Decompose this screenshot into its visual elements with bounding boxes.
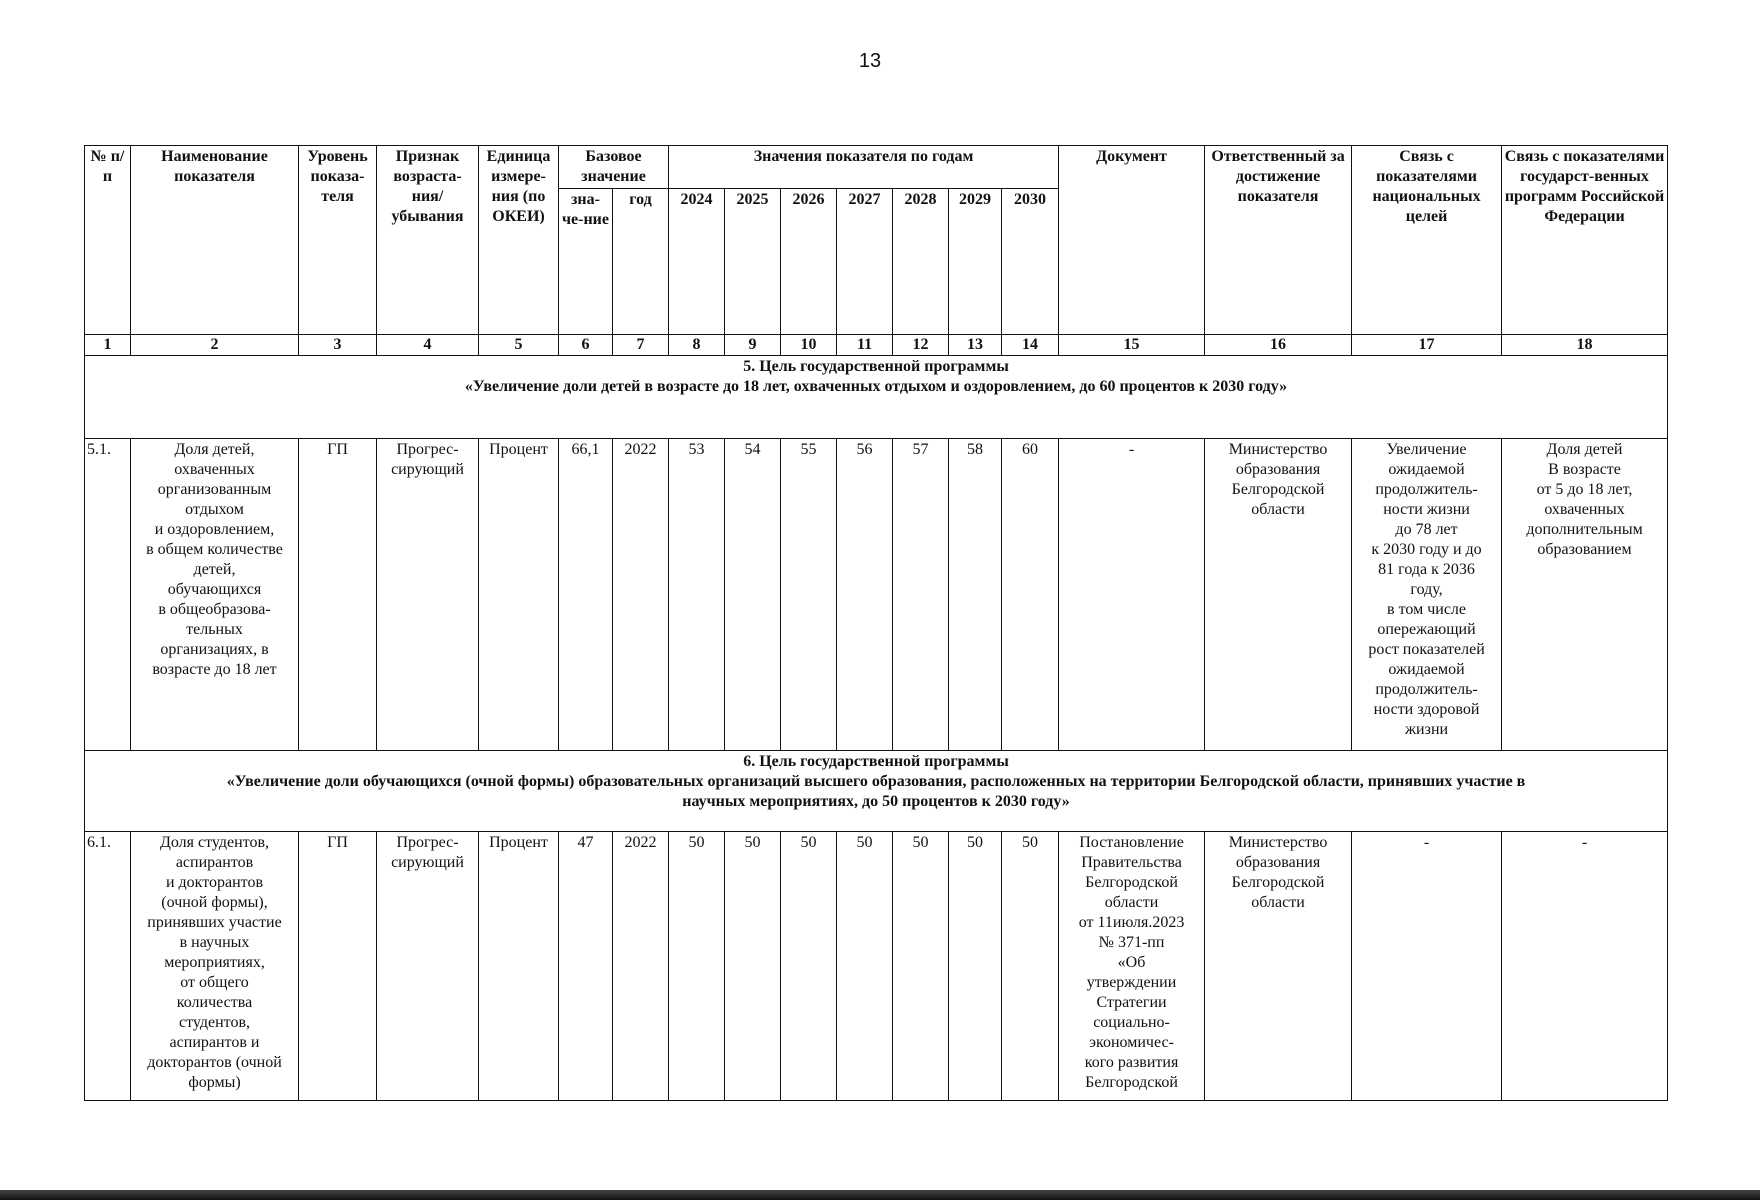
indicator-name-line: аспирантов — [175, 854, 254, 871]
header-year: 2028 — [893, 189, 949, 335]
column-number: 17 — [1352, 335, 1502, 356]
national-goal-link-line: продолжитель- — [1375, 481, 1478, 498]
year-value: 50 — [669, 832, 725, 1101]
indicator-document — [1059, 439, 1205, 751]
indicator-name-line: Доля детей, — [174, 441, 255, 458]
goal-text: «Увеличение доли детей в возрасте до 18 лет, охваченных отдыхом и оздоровлением, до 60 процентов к 2030 году» — [464, 378, 1288, 395]
indicators-table — [84, 145, 1668, 1101]
national-goal-link-line: продолжитель- — [1375, 681, 1478, 698]
year-value: 56 — [837, 439, 893, 751]
indicator-document-line: Постановление — [1079, 834, 1184, 851]
indicator-name-line: детей, — [193, 561, 236, 578]
national-goal-link-line: году, — [1410, 581, 1443, 598]
indicator-name-line: обучающихся — [167, 581, 262, 598]
header-year: 2024 — [669, 189, 725, 335]
indicator-name-line: возрасте до 18 лет — [152, 661, 277, 678]
indicator-unit: Процент — [479, 832, 559, 1101]
indicator-name-line: организациях, в — [160, 641, 269, 658]
year-value: 57 — [893, 439, 949, 751]
indicator-responsible-line: области — [1251, 501, 1305, 518]
row-id: 5.1. — [85, 439, 131, 751]
column-number: 13 — [949, 335, 1002, 356]
indicator-row — [85, 439, 1668, 751]
base-year: 2022 — [613, 439, 669, 751]
state-program-link-line: - — [1581, 834, 1588, 851]
goal-title: 5. Цель государственной программы — [743, 358, 1009, 375]
indicator-document-line: Правительства — [1081, 854, 1182, 871]
year-value: 58 — [949, 439, 1002, 751]
goal-row — [85, 751, 1668, 832]
header-year: 2029 — [949, 189, 1002, 335]
column-number: 15 — [1059, 335, 1205, 356]
header-year: 2026 — [781, 189, 837, 335]
header-num: № п/п — [85, 146, 131, 335]
goal-title: 6. Цель государственной программы — [743, 753, 1009, 770]
indicator-document-line: Стратегии — [1096, 994, 1167, 1011]
indicator-responsible-line: Министерство — [1228, 834, 1328, 851]
year-value: 54 — [725, 439, 781, 751]
indicator-name-line: количества — [176, 994, 253, 1011]
header-unit: Единица измере-ния (по ОКЕИ) — [479, 146, 559, 335]
indicator-name-line: в общеобразова- — [158, 601, 271, 618]
header-year: 2025 — [725, 189, 781, 335]
indicator-responsible-line: Белгородской — [1231, 874, 1325, 891]
national-goal-link-line: ожидаемой — [1388, 661, 1465, 678]
indicator-name-line: принявших участие — [147, 914, 282, 931]
indicator-name-line: и докторантов — [165, 874, 264, 891]
indicator-document-line: № 371-пп — [1098, 934, 1165, 951]
national-goal-link-line: до 78 лет — [1395, 521, 1458, 538]
indicator-sign — [377, 832, 479, 1101]
national-goal-link-line: ожидаемой — [1388, 461, 1465, 478]
indicator-document-line: утверждении — [1086, 974, 1177, 991]
column-number: 16 — [1205, 335, 1352, 356]
national-goal-link — [1352, 439, 1502, 751]
indicator-name-line: аспирантов и — [169, 1034, 260, 1051]
column-number: 3 — [299, 335, 377, 356]
page-number: 13 — [858, 50, 882, 72]
indicator-unit: Процент — [479, 439, 559, 751]
year-value: 50 — [725, 832, 781, 1101]
state-program-link-line: В возрасте — [1548, 461, 1621, 478]
base-value: 47 — [559, 832, 613, 1101]
state-program-link-line: от 5 до 18 лет, — [1536, 481, 1633, 498]
indicator-document-line: от 11июля.2023 — [1078, 914, 1185, 931]
state-program-link — [1502, 439, 1668, 751]
indicator-name-line: от общего — [180, 974, 249, 991]
indicator-document — [1059, 832, 1205, 1101]
header-responsible: Ответственный за достижение показателя — [1205, 146, 1352, 335]
national-goal-link-line: ности здоровой — [1373, 701, 1480, 718]
indicator-responsible — [1205, 439, 1352, 751]
header-national: Связь с показателями национальных целей — [1352, 146, 1502, 335]
row-id: 6.1. — [85, 832, 131, 1101]
indicator-responsible-line: образования — [1235, 854, 1321, 871]
indicator-name-line: и оздоровлением, — [154, 521, 275, 538]
indicator-name — [131, 832, 299, 1101]
header-sign: Признак возраста-ния/ убывания — [377, 146, 479, 335]
year-value: 50 — [1002, 832, 1059, 1101]
header-base: Базовое значение — [559, 146, 669, 189]
indicator-sign-line: Прогрес- — [396, 441, 459, 458]
indicator-name-line: отдыхом — [185, 501, 244, 518]
goal-cell — [85, 356, 1668, 439]
national-goal-link-line: в том числе — [1387, 601, 1466, 618]
indicator-document-line: Белгородской — [1085, 874, 1178, 891]
indicator-name-line: формы) — [188, 1074, 241, 1091]
national-goal-link-line: - — [1423, 834, 1430, 851]
year-value: 50 — [781, 832, 837, 1101]
base-value: 66,1 — [559, 439, 613, 751]
column-number: 1 — [85, 335, 131, 356]
indicator-name-line: мероприятиях, — [164, 954, 265, 971]
indicator-name-line: в общем количестве — [146, 541, 283, 558]
indicator-document-line: экономичес- — [1089, 1034, 1174, 1051]
year-value: 60 — [1002, 439, 1059, 751]
indicator-name-line: охваченных — [174, 461, 255, 478]
column-number: 5 — [479, 335, 559, 356]
indicator-level: ГП — [299, 832, 377, 1101]
header-years-group: Значения показателя по годам — [669, 146, 1059, 189]
national-goal-link-line: рост показателей — [1368, 641, 1485, 658]
goal-row — [85, 356, 1668, 439]
indicator-name-line: в научных — [179, 934, 250, 951]
base-year: 2022 — [613, 832, 669, 1101]
state-program-link-line: Доля детей — [1546, 441, 1623, 458]
column-number: 2 — [131, 335, 299, 356]
header-level: Уровень показа-теля — [299, 146, 377, 335]
indicator-name — [131, 439, 299, 751]
column-number: 8 — [669, 335, 725, 356]
indicator-document-line: области — [1104, 894, 1159, 911]
indicator-name-line: тельных — [186, 621, 243, 638]
year-value: 50 — [949, 832, 1002, 1101]
column-number: 7 — [613, 335, 669, 356]
indicator-responsible-line: образования — [1235, 461, 1321, 478]
goal-cell — [85, 751, 1668, 832]
column-number: 9 — [725, 335, 781, 356]
indicator-document-line: - — [1128, 441, 1135, 458]
column-number: 14 — [1002, 335, 1059, 356]
indicator-level: ГП — [299, 439, 377, 751]
header-document: Документ — [1059, 146, 1205, 335]
indicator-document-line: «Об — [1117, 954, 1146, 971]
indicator-document-line: кого развития — [1084, 1054, 1179, 1071]
state-program-link-line: дополнительным — [1526, 521, 1643, 538]
indicator-document-line: социально- — [1093, 1014, 1170, 1031]
national-goal-link — [1352, 832, 1502, 1101]
column-number: 12 — [893, 335, 949, 356]
state-program-link-line: охваченных — [1544, 501, 1625, 518]
indicator-responsible-line: Министерство — [1228, 441, 1328, 458]
header-base-value: зна-че-ние — [559, 189, 613, 335]
indicator-sign-line: Прогрес- — [396, 834, 459, 851]
indicator-sign-line: сирующий — [391, 461, 464, 478]
column-number: 6 — [559, 335, 613, 356]
indicator-name-line: организованным — [157, 481, 272, 498]
national-goal-link-line: ности жизни — [1383, 501, 1470, 518]
indicator-sign-line: сирующий — [391, 854, 464, 871]
indicator-responsible — [1205, 832, 1352, 1101]
indicator-name-line: Доля студентов, — [159, 834, 270, 851]
year-value: 55 — [781, 439, 837, 751]
national-goal-link-line: к 2030 году и до — [1371, 541, 1482, 558]
national-goal-link-line: жизни — [1405, 721, 1449, 738]
state-program-link-line: образованием — [1537, 541, 1632, 558]
national-goal-link-line: Увеличение — [1386, 441, 1467, 458]
column-number: 10 — [781, 335, 837, 356]
column-number: 18 — [1502, 335, 1668, 356]
indicator-responsible-line: Белгородской — [1231, 481, 1325, 498]
indicator-document-line: Белгородской — [1085, 1074, 1178, 1091]
header-year: 2030 — [1002, 189, 1059, 335]
goal-text: «Увеличение доли обучающихся (очной формы) образовательных организаций высшего образования, расположенных на территории Белгородской области, принявших участие в научных мероприятиях, до 50 процентов к 2030 году» — [226, 773, 1526, 810]
column-numbers-row — [85, 335, 1668, 356]
indicator-sign — [377, 439, 479, 751]
year-value: 53 — [669, 439, 725, 751]
year-value: 50 — [837, 832, 893, 1101]
scan-edge — [0, 1190, 1760, 1200]
header-state: Связь с показателями государст-венных программ Российской Федерации — [1502, 146, 1668, 335]
column-number: 4 — [377, 335, 479, 356]
indicator-row — [85, 832, 1668, 1101]
column-number: 11 — [837, 335, 893, 356]
state-program-link — [1502, 832, 1668, 1101]
year-value: 50 — [893, 832, 949, 1101]
header-name: Наименование показателя — [131, 146, 299, 335]
national-goal-link-line: опережающий — [1377, 621, 1476, 638]
indicator-name-line: студентов, — [178, 1014, 250, 1031]
indicator-name-line: (очной формы), — [161, 894, 268, 911]
header-base-year: год — [613, 189, 669, 335]
national-goal-link-line: 81 года к 2036 — [1378, 561, 1475, 578]
indicator-responsible-line: области — [1251, 894, 1305, 911]
indicator-name-line: докторантов (очной — [147, 1054, 282, 1071]
header-year: 2027 — [837, 189, 893, 335]
